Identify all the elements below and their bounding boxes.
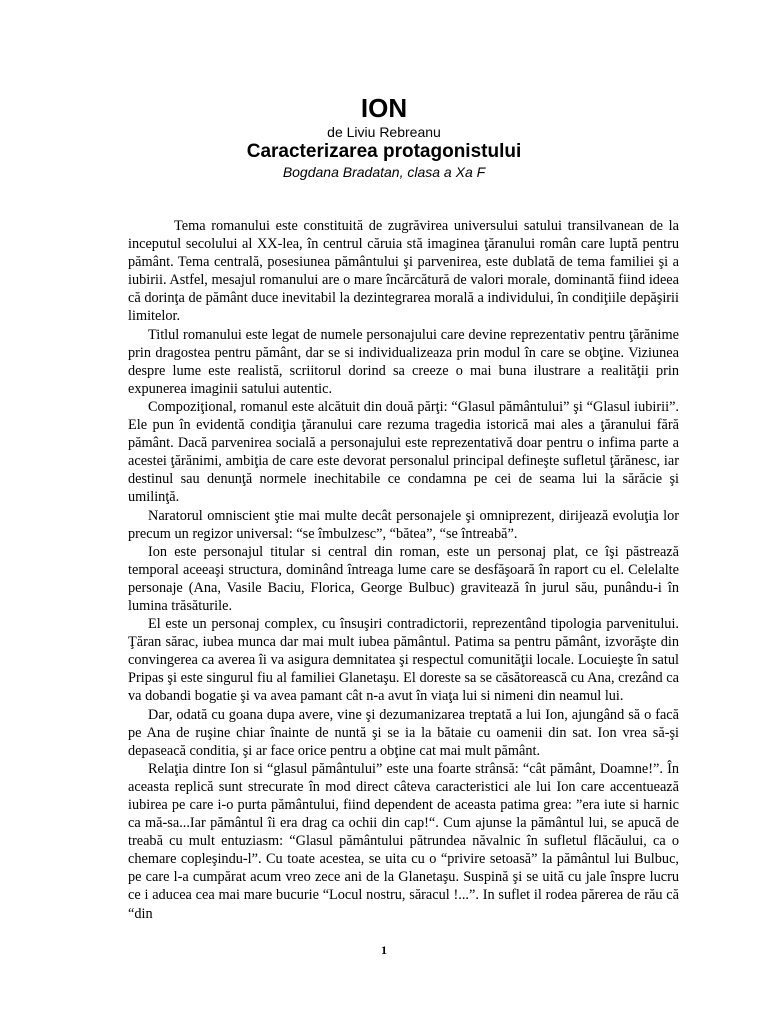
paragraph: Tema romanului este constituită de zugrăvirea universului satului transilvanean de la inceputul secolului al XX-lea, în centrul căruia stă imaginea ţăranului român care luptă pentru pământ. Tema centrală, posesiunea pământului şi parvenirea, este dublată de tema familiei şi a iubirii. Astfel, mesajul romanului are o mare încărcătură de valori morale, dominantă fiind ideea că dorinţa de pământ duce inevitabil la dezintegrarea morală a individului, în condiţiile depăşirii limitelor. (128, 218, 679, 325)
author-line: de Liviu Rebreanu (327, 124, 441, 140)
body-text (128, 217, 679, 923)
paragraph: El este un personaj complex, cu însuşiri contradictorii, reprezentând tipologia parvenitului. Ţăran sărac, iubea munca dar mai mult iubea pământul. Patima sa pentru pământ, izvorăşte din convingerea ca averea îi va asigura demnitatea şi respectul comunităţii locale. Locuieşte în satul Pripas şi este singurul fiu al familiei Glanetaşu. El doreste sa se căsătorească cu Ana, crezând ca va dobandi bogatie şi va avea pamant cât n-a avut în viaţa lui si nimeni din neamul lui. (128, 616, 679, 705)
byline: Bogdana Bradatan, clasa a Xa F (282, 164, 486, 180)
paragraph: Relaţia dintre Ion si “glasul pământului” este una foarte strânsă: “cât pământ, Doamne!”. În aceasta replică sunt strecurate în mod direct câteva caracteristici ale lui Ion care accentuează iubirea pe care i-o purta pământului, fiind dependent de aceasta patima grea: ”era iute si harnic ca mă-sa...Iar pământul îi era drag ca ochii din cap!“. Cum ajunse la pământul lui, se apucă de treabă cu mult entuziasm: “Glasul pământului pătrundea năvalnic în sufletul flăcăului, ca o chemare copleşindu-l”. Cu toate acestea, se uita cu o “privire setoasă” la pământul lui Bulbuc, pe care l-a cumpărat acum vreo zece ani de la Glanetaşu. Suspină şi se uită cu jale înspre lucru ce i aducea cea mai mare bucurie “Locul nostru, săracul !...”. In suflet il rodea părerea de rău că “din (128, 760, 679, 922)
title-block (0, 92, 768, 181)
page-number: 1 (381, 943, 387, 957)
paragraph: Ion este personajul titular si central din roman, este un personaj plat, ce îşi păstrează temporal aceeaşi structura, dominând întreaga lume care se desfăşoară în raport cu el. Celelalte personaje (Ana, Vasile Baciu, Florica, George Bulbuc) gravitează în jurul său, punându-i în lumina trăsăturile. (128, 543, 679, 614)
paragraph: Naratorul omniscient ştie mai multe decât personajele şi omniprezent, dirijează evoluţia lor precum un regizor universal: “se îmbulzesc”, “bătea”, “se întreabă”. (128, 507, 679, 542)
document-title: ION (360, 93, 408, 123)
paragraph: Titlul romanului este legat de numele personajului care devine reprezentativ pentru ţărănime prin dragostea pentru pământ, dar se si individualizeaza prin modul în care se obţine. Viziunea despre lume este realistă, scriitorul dorind sa creeze o mai buna ilustrare a realităţii prin expunerea imaginii satului autentic. (128, 326, 679, 397)
paragraph: Dar, odată cu goana dupa avere, vine şi dezumanizarea treptată a lui Ion, ajungând să o facă pe Ana de ruşine chiar înainte de nuntă şi se ia la bătaie cu oamenii din sat. Ion vrea să-şi depaseacă conditia, şi ar face orice pentru a obţine cat mai mult pământ. (128, 706, 679, 759)
document-subtitle: Caracterizarea protagonistului (246, 141, 522, 162)
paragraph: Compoziţional, romanul este alcătuit din două părţi: “Glasul pământului” şi “Glasul iubirii”. Ele pun în evidentă condiţia ţăranului care rezuma tragedia istorică mai ales a ţăranului fără pământ. Dacă parvenirea socială a personajului este reprezentativă doar pentru o infima parte a acestei ţărănimi, ambiţia de care este devorat personalul principal defineşte sufletul ţărănesc, iar destinul sau denunţă normele inechitabile ce condamna pe cei de seama lui la sărăcie şi umilinţă. (128, 398, 679, 506)
